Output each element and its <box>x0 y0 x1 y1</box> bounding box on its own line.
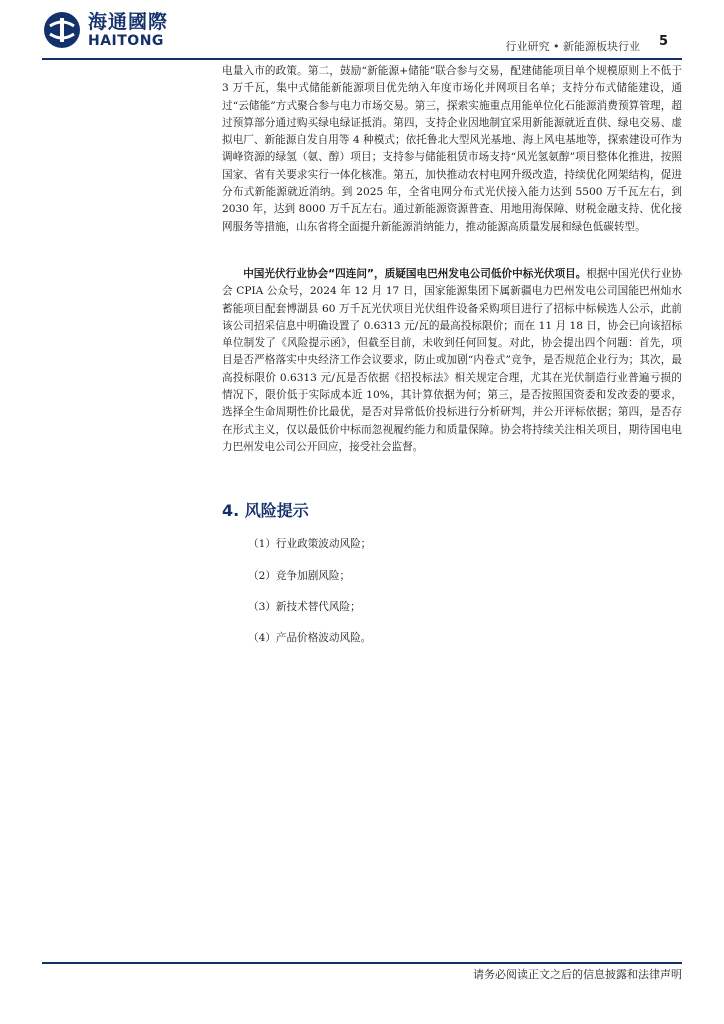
logo-en: HAITONG <box>88 33 164 49</box>
footer-divider <box>42 962 682 964</box>
header-category: 行业研究 • 新能源板块行业 <box>505 40 640 53</box>
paragraph-cpia-body: 根据中国光伏行业协会 CPIA 公众号，2024 年 12 月 17 日，国家能源集团下属新疆电力巴州发电公司国能巴州灿水蓄能项目配套博湖县 60 万千瓦光伏项目光伏组件设备采购项目进行了招标中标候选人公示，此前该公司招采信息中明确设置了 0.6313 元/瓦的最高投标限价；而在 11 月 18 日，协会已向该招标单位制发了《风险提示函》，但截至目前，未收到任何回复。对此，协会提出四个问题：首先，项目是否严格落实中央经济工作会议要求，防止或加剧“内卷式”竞争，是否规范企业行为；其次，最高投标限价 0.6313 元/瓦是否依据《招投标法》相关规定合理，尤其在光伏制造行业普遍亏损的情况下，限价低于实际成本近 10%，其计算依据为何；第三，是否按照国资委和发改委的要求，选择全生命周期性价比最优，是否对异常低价投标进行分析研判，并公开评标依据；第四，是否存在形式主义，仅以最低价中标而忽视履约能力和质量保障。协会将持续关注相关项目，期待国电电力巴州发电公司公开回应，接受社会监督。 <box>222 268 682 453</box>
paragraph-policy: 电量入市的政策。第二，鼓励“新能源+储能”联合参与交易，配建储能项目单个规模原则上不低于 3 万千瓦，集中式储能新能源项目优先纳入年度市场化并网项目名单；支持分布式储能建设，通过“云储能”方式聚合参与电力市场交易。第三，探索实施重点用能单位化石能源消费预算管理，超过预算部分通过购买绿电绿证抵消。第四，支持企业因地制宜采用新能源就近直供、绿电交易、虚拟电厂、新能源自发自用等 4 种模式；依托鲁北大型风光基地、海上风电基地等，探索建设可作为调峰资源的绿氢（氨、醇）项目；支持参与储能租赁市场支持“风光氢氨醇”项目整体化推进，按照国家、省有关要求实行一体化核准。第五，加快推动农村电网升级改造，持续优化网架结构，促进分布式新能源就近消纳。到 2025 年，全省电网分布式光伏接入能力达到 5500 万千瓦左右，到 2030 年，达到 8000 万千瓦左右。通过新能源资源普查、用地用海保障、财税金融支持、优化接网服务等措施，山东省将全面提升新能源消纳能力，推动能源高质量发展和绿色低碳转型。 <box>222 65 682 233</box>
risk-item: （2）竞争加剧风险； <box>248 570 351 582</box>
risk-item: （3）新技术替代风险； <box>248 601 361 613</box>
footer-disclaimer: 请务必阅读正文之后的信息披露和法律声明 <box>473 968 682 981</box>
header-divider <box>42 58 682 60</box>
risk-item: （4）产品价格波动风险。 <box>248 632 372 644</box>
paragraph-cpia-lead: 中国光伏行业协会“四连问”，质疑国电巴州发电公司低价中标光伏项目。 <box>243 268 587 280</box>
page-number: 5 <box>658 34 668 49</box>
section-title: 4. 风险提示 <box>222 501 309 520</box>
risk-item: （1）行业政策波动风险； <box>248 538 372 550</box>
paragraph-cpia <box>222 266 682 456</box>
logo-cn: 海通國際 <box>88 11 169 33</box>
haitong-logo-icon <box>42 10 82 50</box>
haitong-logo <box>42 10 168 50</box>
